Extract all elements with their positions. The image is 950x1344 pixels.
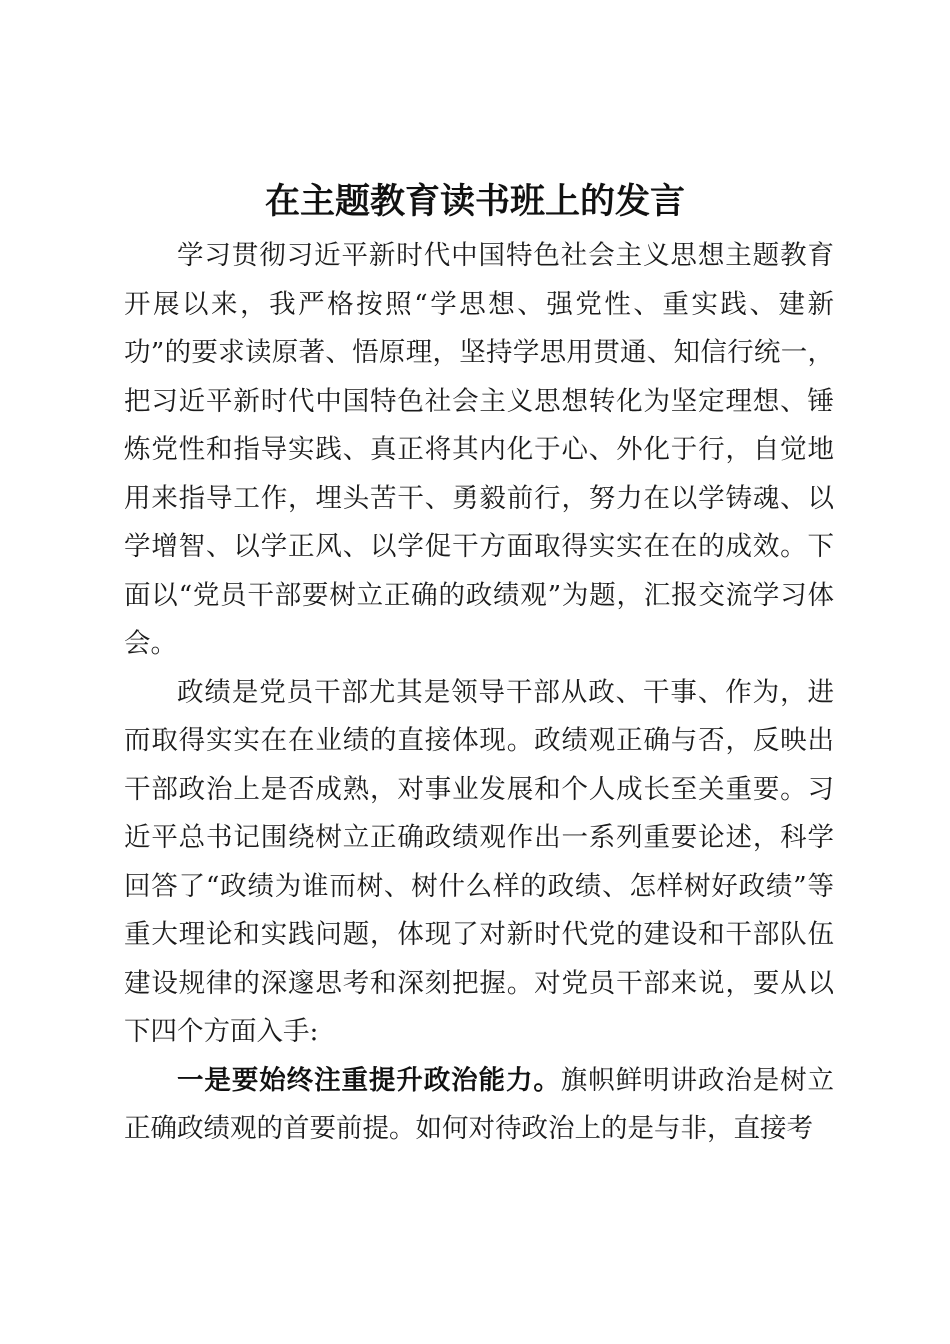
paragraph-point-one (124, 1057, 834, 1154)
paragraph-intro (124, 232, 834, 669)
document-body (124, 232, 834, 1154)
paragraph-political-achievement (124, 669, 834, 1057)
point-one-text: 旗帜鲜明讲政治是树立正确政绩观的首要前提。如何对待政治上的是与非，直接考 (124, 1064, 835, 1144)
point-one-heading: 一是要始终注重提升政治能力。 (177, 1064, 561, 1096)
paragraph-intro-text: 学习贯彻习近平新时代中国特色社会主义思想主题教育开展以来，我严格按照“学思想、强党性、重实践、建新功”的要求读原著、悟原理，坚持学思用贯通、知信行统一，把习近平新时代中国特色社会主义思想转化为坚定理想、锤炼党性和指导实践、真正将其内化于心、外化于行，自觉地用来指导工作，埋头苦干、勇毅前行，努力在以学铸魂、以学增智、以学正风、以学促干方面取得实实在在的成效。下面以“党员干部要树立正确的政绩观”为题，汇报交流学习体会。 (124, 240, 834, 659)
document-title: 在主题教育读书班上的发言 (264, 181, 685, 222)
paragraph-political-achievement-text: 政绩是党员干部尤其是领导干部从政、干事、作为，进而取得实实在在业绩的直接体现。政绩观正确与否，反映出干部政治上是否成熟，对事业发展和个人成长至关重要。习近平总书记围绕树立正确政绩观作出一系列重要论述，科学回答了“政绩为谁而树、树什么样的政绩、怎样树好政绩”等重大理论和实践问题，体现了对新时代党的建设和干部队伍建设规律的深邃思考和深刻把握。对党员干部来说，要从以下四个方面入手: (124, 676, 834, 1047)
